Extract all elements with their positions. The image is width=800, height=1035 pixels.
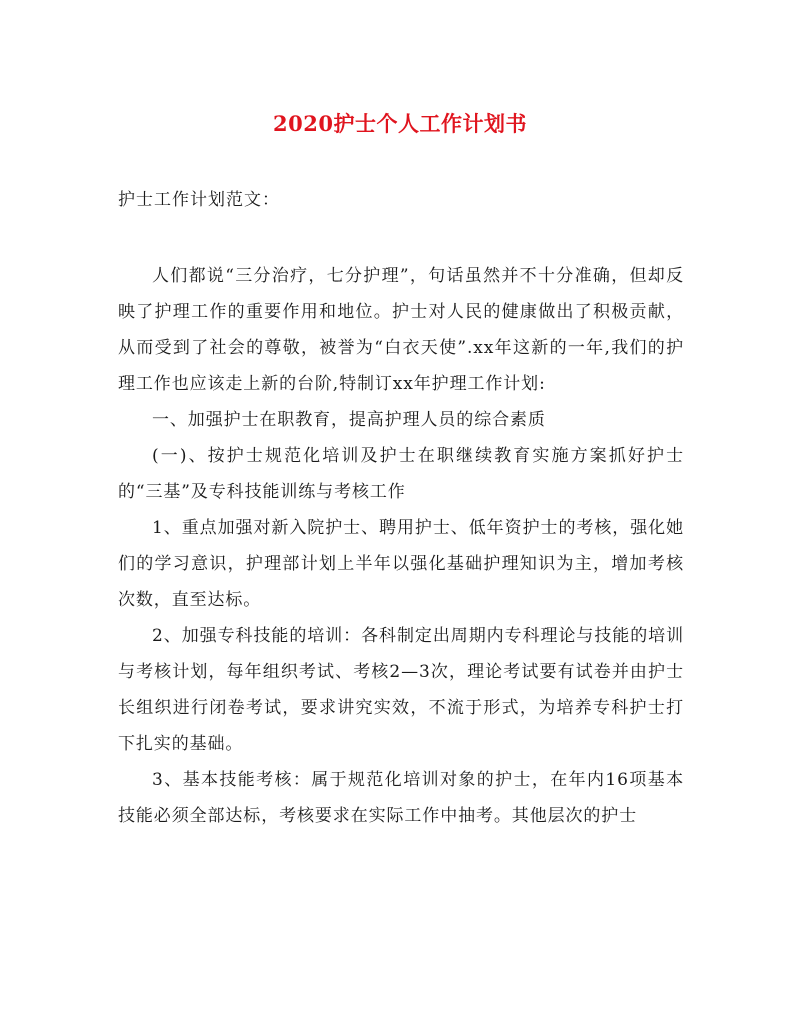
paragraph-intro: 人们都说“三分治疗，七分护理”，句话虽然并不十分准确，但却反映了护理工作的重要作用和地位。护士对人民的健康做出了积极贡献，从而受到了社会的尊敬，被誉为“白衣天使”.xx年这新的一年,我们的护理工作也应该走上新的台阶,特制订xx年护理工作计划: [118, 266, 684, 394]
paragraph-section-heading: 一、加强护士在职教育，提高护理人员的综合素质 [152, 410, 546, 430]
paragraph-subsection-heading: (一)、按护士规范化培训及护士在职继续教育实施方案抓好护士的“三基”及专科技能训练与考核工作 [118, 446, 684, 502]
document-subtitle: 护士工作计划范文： [118, 190, 280, 210]
document-body [118, 258, 684, 834]
document-title: 2020护士个人工作计划书 [273, 111, 527, 136]
paragraph-item-2: 2、加强专科技能的培训：各科制定出周期内专科理论与技能的培训与考核计划，每年组织考试、考核2—3次，理论考试要有试卷并由护士长组织进行闭卷考试，要求讲究实效，不流于形式，为培养专科护士打下扎实的基础。 [118, 626, 684, 754]
paragraph-item-1: 1、重点加强对新入院护士、聘用护士、低年资护士的考核，强化她们的学习意识，护理部计划上半年以强化基础护理知识为主，增加考核次数，直至达标。 [118, 518, 684, 610]
paragraph-item-3: 3、基本技能考核：属于规范化培训对象的护士，在年内16项基本技能必须全部达标，考核要求在实际工作中抽考。其他层次的护士 [118, 770, 684, 826]
